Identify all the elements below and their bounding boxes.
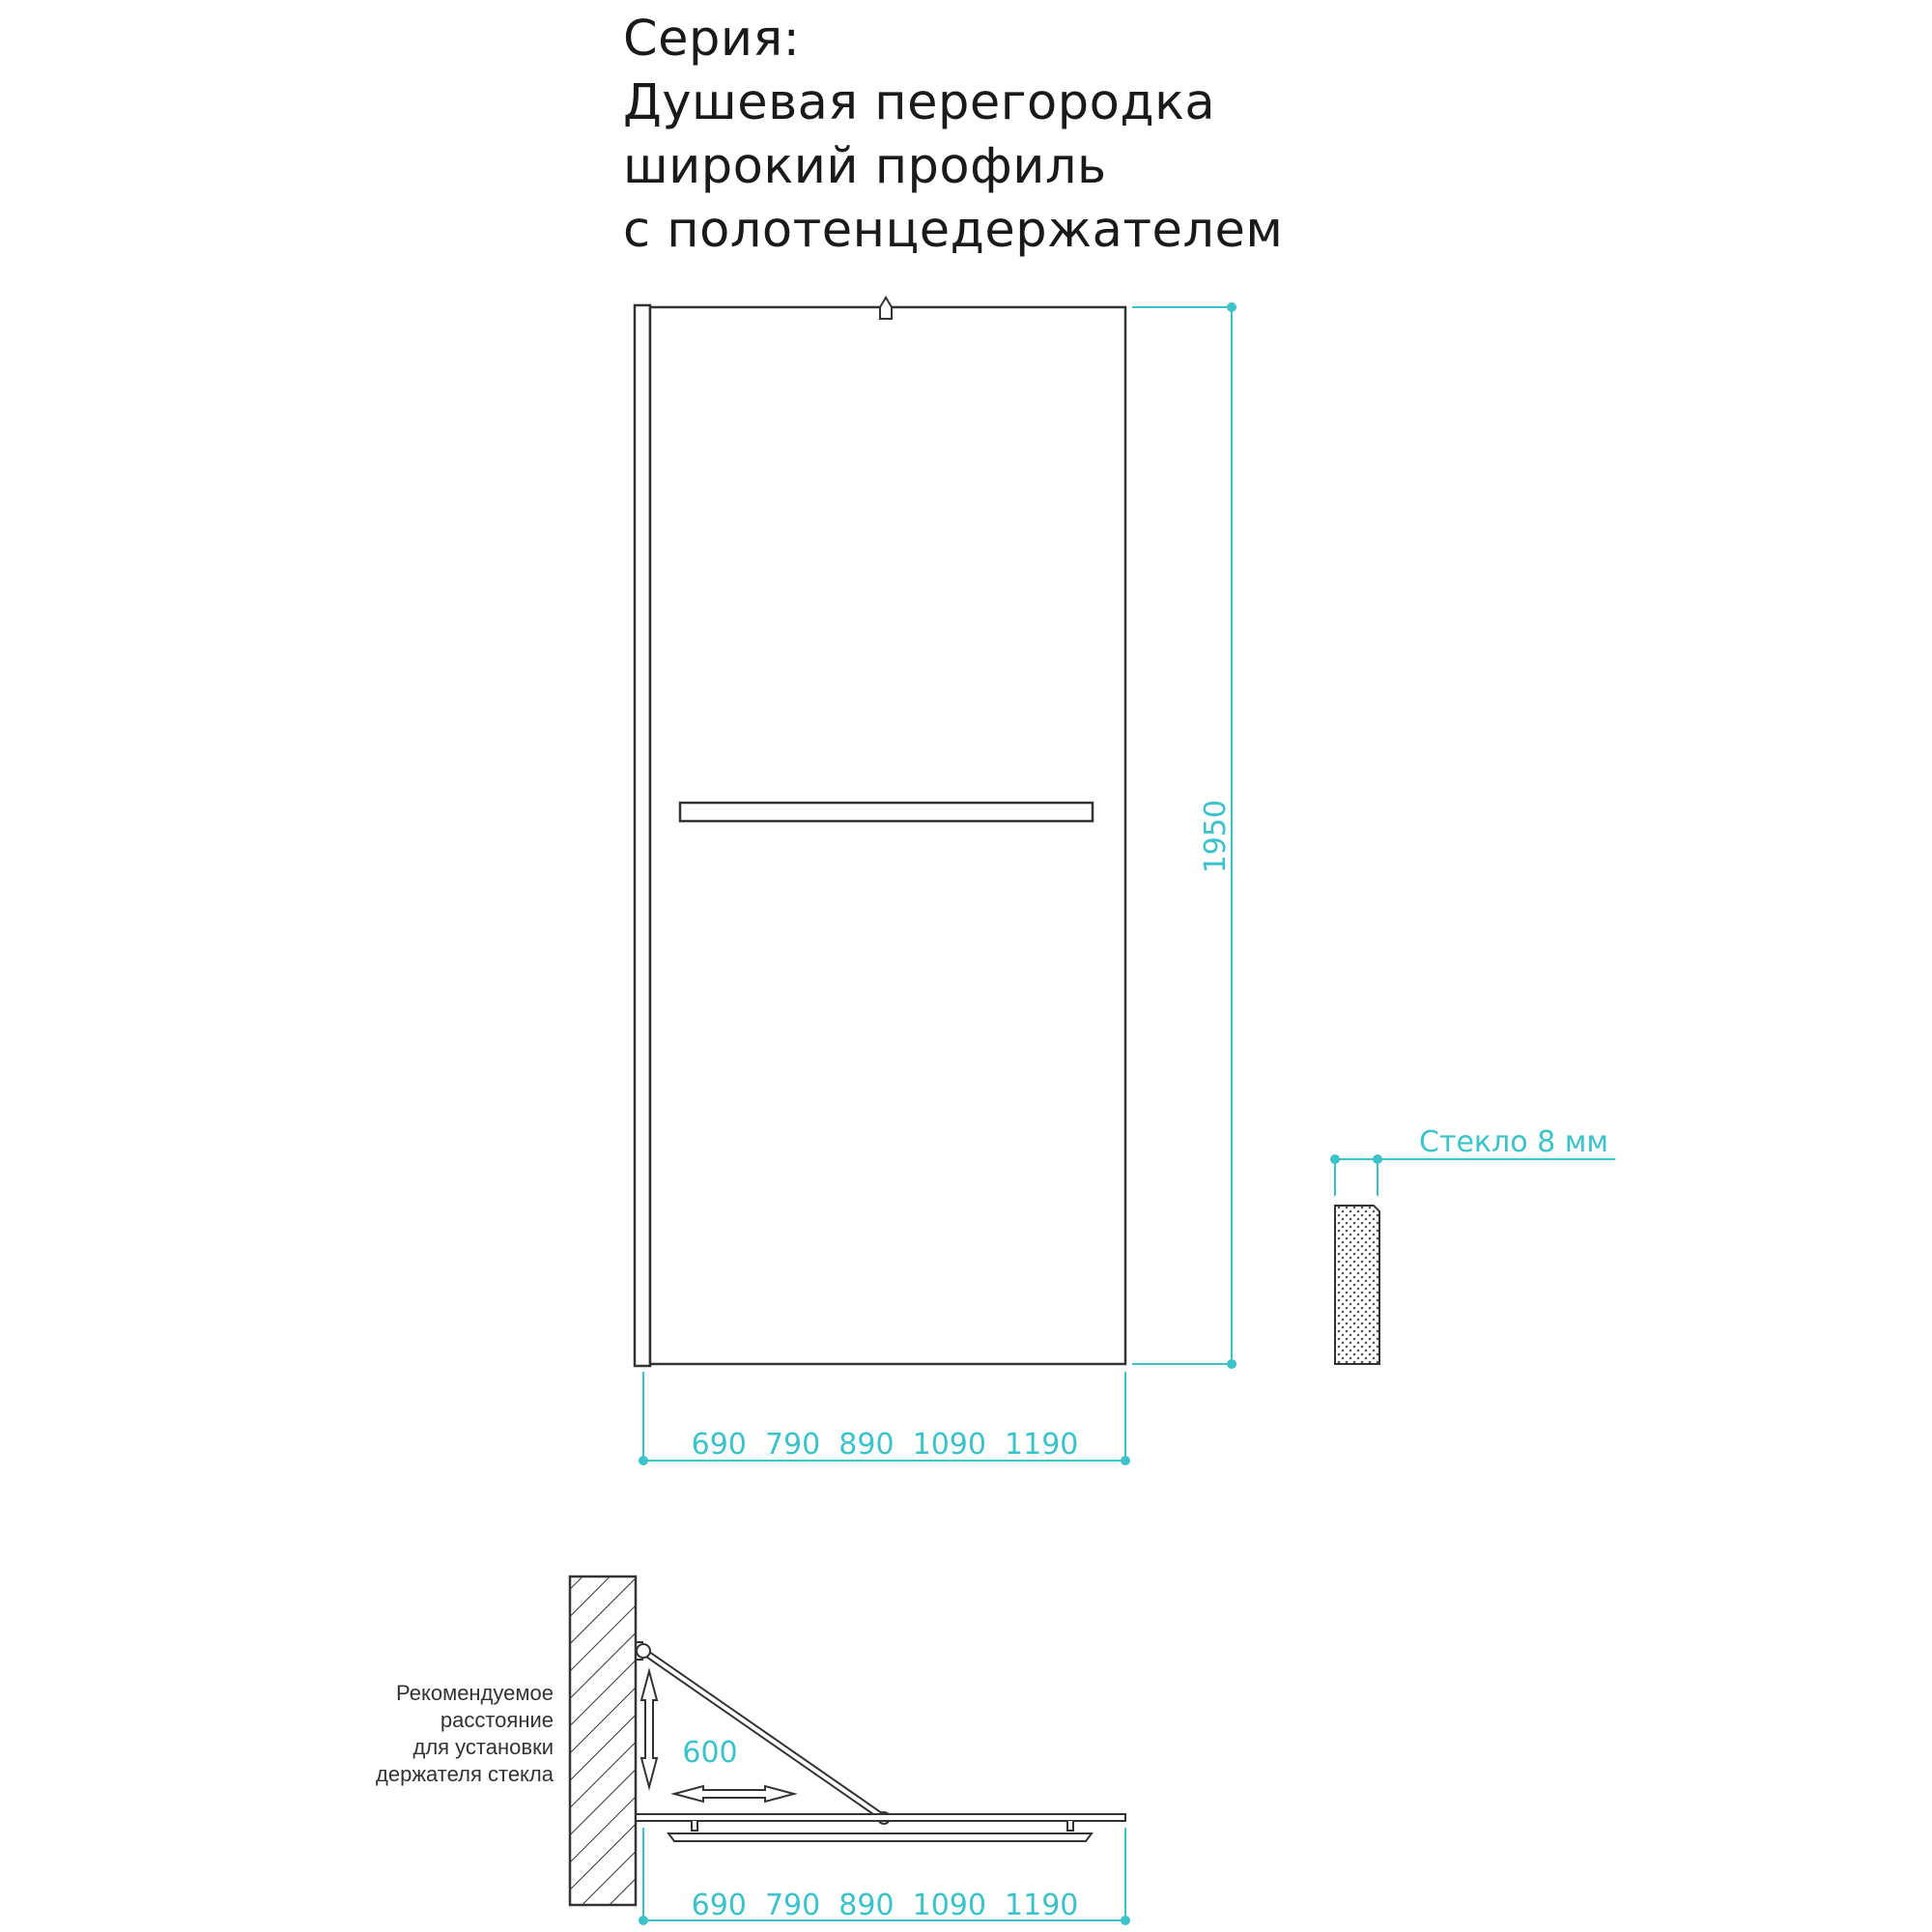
front-view <box>635 298 1125 1366</box>
towel-holder-plan <box>668 1821 1092 1841</box>
glass-panel <box>650 307 1125 1364</box>
top-clamp <box>880 298 892 319</box>
glass-section-shape <box>1335 1206 1379 1364</box>
glass-thickness-label: Стекло 8 мм <box>1419 1125 1608 1159</box>
recommendation-note <box>376 1681 554 1786</box>
note-line-2: расстояние <box>440 1708 554 1732</box>
title-profile: широкий профиль <box>623 138 1107 195</box>
wall-hatched <box>570 1577 636 1905</box>
front-width-values: 690 790 890 1090 1190 <box>691 1428 1079 1462</box>
vertical-adjust-arrow <box>641 1671 657 1787</box>
note-line-1: Рекомендуемое <box>396 1681 554 1705</box>
title-product: Душевая перегородка <box>623 74 1216 131</box>
note-line-4: держателя стекла <box>376 1762 554 1786</box>
glass-section <box>1331 1155 1615 1364</box>
top-view <box>570 1577 1125 1905</box>
wall-profile <box>635 305 650 1366</box>
height-value: 1950 <box>1199 799 1233 874</box>
holder-distance-value: 600 <box>682 1736 738 1770</box>
glass-plan <box>636 1814 1125 1821</box>
top-width-values: 690 790 890 1090 1190 <box>691 1889 1079 1922</box>
title-towel-holder: с полотенцедержателем <box>623 202 1284 259</box>
note-line-3: для установки <box>412 1735 554 1759</box>
horizontal-adjust-arrow <box>674 1786 794 1802</box>
towel-holder <box>680 803 1093 821</box>
title-series: Серия: <box>623 11 801 68</box>
